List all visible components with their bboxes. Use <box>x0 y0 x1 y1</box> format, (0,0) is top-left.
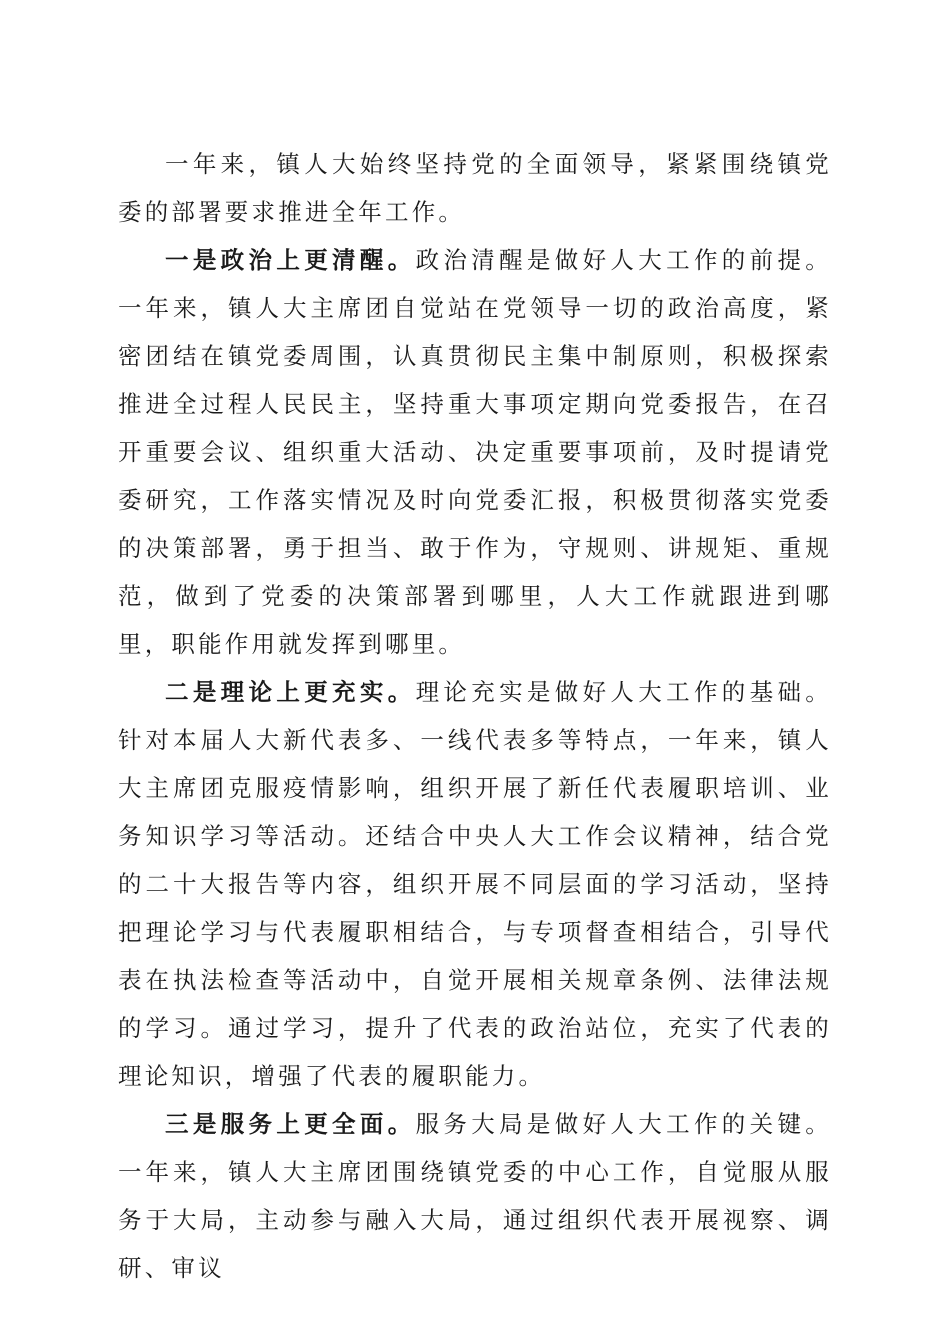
paragraph-intro <box>118 140 832 236</box>
paragraph-lead: 三是服务上更全面。 <box>165 1110 416 1138</box>
paragraph-body: 理论充实是做好人大工作的基础。针对本届人大新代表多、一线代表多等特点，一年来，镇人大主席团克服疫情影响，组织开展了新任代表履职培训、业务知识学习等活动。还结合中央人大工作会议精神，结合党的二十大报告等内容，组织开展不同层面的学习活动，坚持把理论学习与代表履职相结合，与专项督查相结合，引导代表在执法检查等活动中，自觉开展相关规章条例、法律法规的学习。通过学习，提升了代表的政治站位，充实了代表的理论知识，增强了代表的履职能力。 <box>118 678 833 1090</box>
paragraph-lead: 一是政治上更清醒。 <box>165 246 416 274</box>
paragraph-political <box>118 236 832 668</box>
paragraph-body: 服务大局是做好人大工作的关键。一年来，镇人大主席团围绕镇党委的中心工作，自觉服从服务于大局，主动参与融入大局，通过组织代表开展视察、调研、审议 <box>118 1110 833 1282</box>
paragraph-lead: 二是理论上更充实。 <box>165 678 416 706</box>
paragraph-theory <box>118 668 832 1100</box>
paragraph-service <box>118 1100 832 1292</box>
paragraph-body: 一年来，镇人大始终坚持党的全面领导，紧紧围绕镇党委的部署要求推进全年工作。 <box>118 150 832 226</box>
paragraph-body: 政治清醒是做好人大工作的前提。一年来，镇人大主席团自觉站在党领导一切的政治高度，紧密团结在镇党委周围，认真贯彻民主集中制原则，积极探索推进全过程人民民主，坚持重大事项定期向党委报告，在召开重要会议、组织重大活动、决定重要事项前，及时提请党委研究，工作落实情况及时向党委汇报，积极贯彻落实党委的决策部署，勇于担当、敢于作为，守规则、讲规矩、重规范，做到了党委的决策部署到哪里，人大工作就跟进到哪里，职能作用就发挥到哪里。 <box>118 246 833 658</box>
